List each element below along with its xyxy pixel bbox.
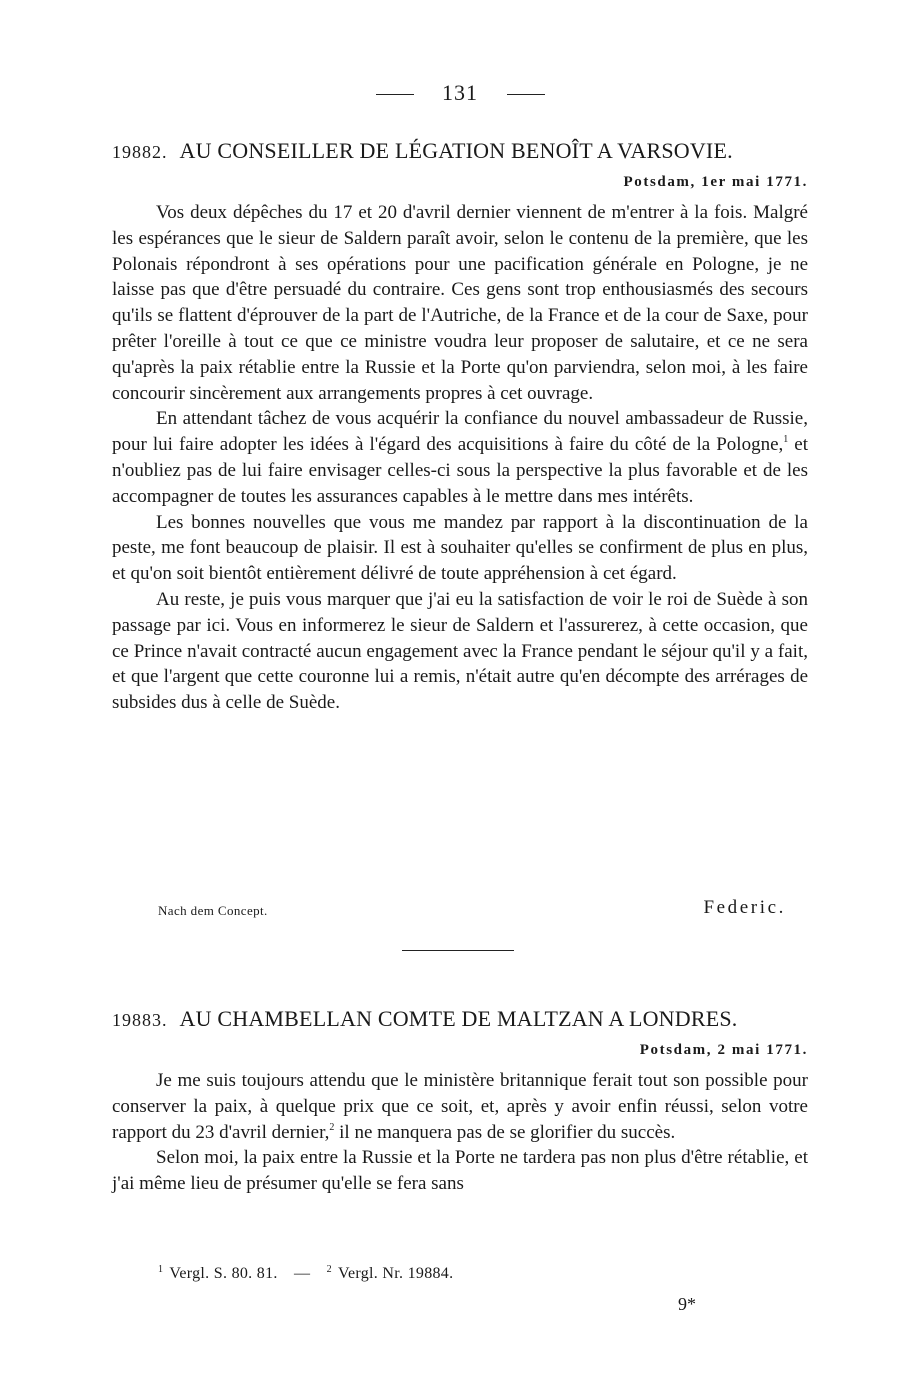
- footnote-dash: —: [294, 1265, 311, 1282]
- paragraph-text: En attendant tâchez de vous acquérir la confiance du nouvel ambassadeur de Russie, pour lui faire adopter les idées à l'égard des acquisitions à faire du côté de la Pologne,: [112, 408, 808, 456]
- paragraph: Vos deux dépêches du 17 et 20 d'avril dernier viennent de m'entrer à la fois. Malgré les espérances que le sieur de Saldern paraît avoir, selon le contenu de la première, que les Polonais répondront à ses opérations pour une pacification générale en Pologne, je ne laisse pas que d'être persuadé du contraire. Ces gens sont trop enthousiasmés des secours qu'ils se flattent d'éprouver de la part de l'Autriche, de la France et de la cour de Saxe, pour prêter l'oreille à tout ce que ce ministre voudra leur proposer de salutaire, et ce ne sera qu'après la paix rétablie entre la Russie et la Porte qu'on parviendra, selon moi, à les faire concourir sincèrement aux arrangements propres à cet ouvrage.: [112, 202, 808, 404]
- paragraph-text: et n'oubliez pas de lui faire envisager celles-ci sous la perspective la plus favorable et de les accompagner de toutes les assurances capables à le mettre dans mes intérêts.: [112, 434, 808, 507]
- paragraph: [112, 1068, 808, 1145]
- letter-number: 19883.: [112, 1010, 168, 1030]
- letter-dateline: Potsdam, 1er mai 1771.: [623, 174, 808, 190]
- paragraph-text: Je me suis toujours attendu que le ministère britannique ferait tout son possible pour conserver la paix, à quelque prix que ce soit, et, après y avoir enfin réussi, selon votre rapport du 23 d'avril dernier,: [112, 1070, 808, 1143]
- header-rule-left: [376, 94, 414, 95]
- printer-signature-mark: 9*: [678, 1294, 696, 1314]
- letter-body: [112, 1068, 808, 1197]
- paragraph: [112, 406, 808, 509]
- footnotes: [158, 1264, 453, 1283]
- letter-heading: [112, 138, 808, 164]
- paragraph: Au reste, je puis vous marquer que j'ai eu la satisfaction de voir le roi de Suède à son passage par ici. Vous en informerez le sieur de Saldern et l'assurerez, à cette occasion, que ce Prince n'avait contracté aucun engagement avec la France pendant le séjour qu'il y a fait, et que l'argent que cette couronne lui a remis, n'était autre qu'en décompte des arrérages de subsides dus à celle de Suède.: [112, 588, 808, 714]
- header-rule-right: [507, 94, 545, 95]
- page-header: [112, 80, 808, 106]
- letter-body: [112, 200, 808, 716]
- footnote-ref: 2: [329, 1121, 335, 1133]
- letter-heading: [112, 1006, 808, 1032]
- letter-title: AU CHAMBELLAN COMTE DE MALTZAN A LONDRES.: [179, 1006, 738, 1031]
- footnote-mark: 2: [326, 1264, 332, 1275]
- signature: Federic.: [703, 897, 786, 918]
- footnote-mark: 1: [158, 1264, 164, 1275]
- section-separator: [402, 950, 514, 951]
- page-number: 131: [442, 80, 478, 105]
- footnote-text: Vergl. Nr. 19884.: [337, 1265, 454, 1282]
- footnote-ref: 1: [783, 434, 789, 446]
- paragraph: Les bonnes nouvelles que vous me mandez par rapport à la discontinuation de la peste, me font beaucoup de plaisir. Il est à souhaiter qu'elles se confirment de plus en plus, et qu'on soit bientôt entièrement délivré de toute appréhension à cet égard.: [112, 511, 808, 585]
- paragraph: Selon moi, la paix entre la Russie et la Porte ne tardera pas non plus d'être rétablie, et j'ai même lieu de présumer qu'elle se fera sans: [112, 1147, 808, 1195]
- letter-dateline: Potsdam, 2 mai 1771.: [639, 1042, 808, 1058]
- footnote-text: Vergl. S. 80. 81.: [169, 1265, 278, 1282]
- paragraph-text: il ne manquera pas de se glorifier du succès.: [334, 1121, 676, 1143]
- letter-number: 19882.: [112, 142, 168, 162]
- letter-title: AU CONSEILLER DE LÉGATION BENOÎT A VARSOVIE.: [179, 138, 733, 163]
- source-note: Nach dem Concept.: [158, 903, 268, 918]
